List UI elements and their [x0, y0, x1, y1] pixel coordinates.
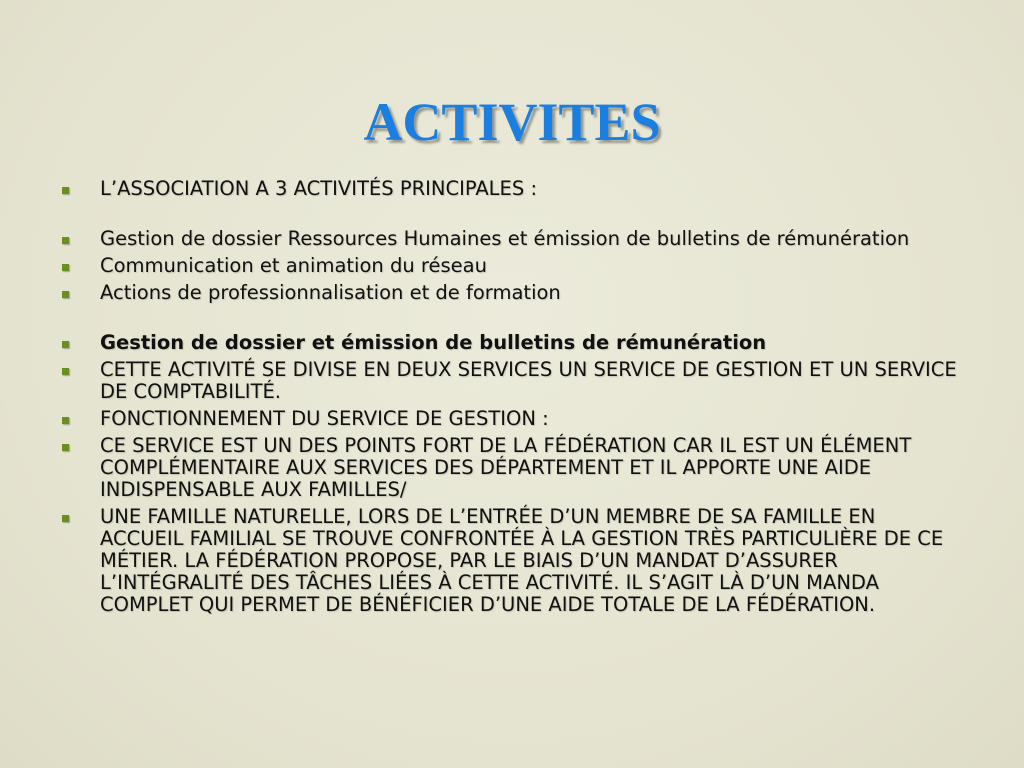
square-bullet-icon	[62, 264, 69, 271]
square-bullet-icon	[62, 515, 69, 522]
bullet-item	[62, 282, 962, 304]
square-bullet-icon	[62, 417, 69, 424]
bullet-item	[62, 408, 962, 430]
bullet-text: CETTE ACTIVITÉ SE DIVISE EN DEUX SERVICES UN SERVICE DE GESTION ET UN SERVICE DE COMPTABILITÉ.	[100, 358, 957, 403]
bullet-text: UNE FAMILLE NATURELLE, LORS DE L’ENTRÉE D’UN MEMBRE DE SA FAMILLE EN ACCUEIL FAMILIAL SE TROUVE CONFRONTÉE À LA GESTION TRÈS PARTICULIÈRE DE CE MÉTIER. LA FÉDÉRATION PROPOSE, PAR LE BIAIS D’UN MANDAT D’ASSURER L’INTÉGRALITÉ DES TÂCHES LIÉES À CETTE ACTIVITÉ. IL S’AGIT LÀ D’UN MANDA COMPLET QUI PERMET DE BÉNÉFICIER D’UNE AIDE TOTALE DE LA FÉDÉRATION.	[100, 505, 944, 616]
bullet-item	[62, 255, 962, 277]
square-bullet-icon	[62, 187, 69, 194]
slide-title: ACTIVITES	[363, 92, 661, 152]
bullet-list	[62, 178, 962, 621]
square-bullet-icon	[62, 368, 69, 375]
bullet-item	[62, 435, 962, 501]
bullet-text: CE SERVICE EST UN DES POINTS FORT DE LA FÉDÉRATION CAR IL EST UN ÉLÉMENT COMPLÉMENTAIRE AUX SERVICES DES DÉPARTEMENT ET IL APPORTE UNE AIDE INDISPENSABLE AUX FAMILLES/	[100, 434, 912, 501]
bullet-item	[62, 178, 962, 200]
square-bullet-icon	[62, 237, 69, 244]
bullet-item	[62, 228, 962, 250]
bullet-item	[62, 506, 962, 616]
bullet-text: Communication et animation du réseau	[100, 254, 487, 277]
square-bullet-icon	[62, 444, 69, 451]
square-bullet-icon	[62, 341, 69, 348]
bullet-text: Actions de professionnalisation et de formation	[100, 281, 561, 304]
bullet-text: L’ASSOCIATION A 3 ACTIVITÉS PRINCIPALES :	[100, 177, 538, 200]
square-bullet-icon	[62, 291, 69, 298]
bullet-text: Gestion de dossier Ressources Humaines et émission de bulletins de rémunération	[100, 227, 910, 250]
bullet-text: Gestion de dossier et émission de bulletins de rémunération	[100, 331, 767, 354]
bullet-item	[62, 359, 962, 403]
bullet-item	[62, 332, 962, 354]
bullet-text: FONCTIONNEMENT DU SERVICE DE GESTION :	[100, 407, 549, 430]
